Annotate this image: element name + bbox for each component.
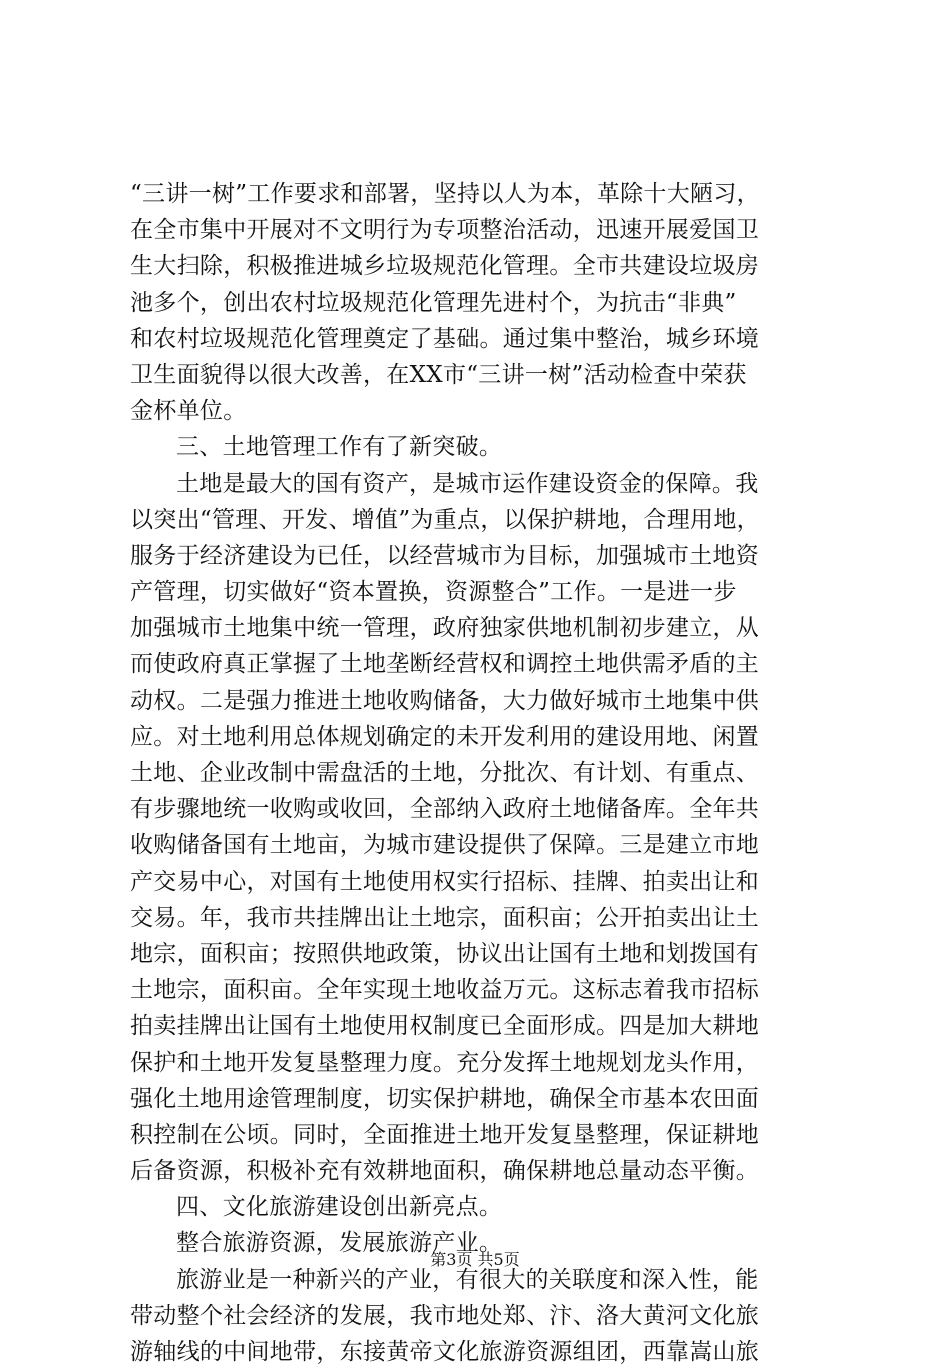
text-line: 产交易中心，对国有土地使用权实行招标、挂牌、拍卖出让和 bbox=[130, 868, 760, 895]
text-line: 交易。年，我市共挂牌出让土地宗，面积亩；公开拍卖出让土 bbox=[130, 904, 760, 931]
text-line: 动权。二是强力推进土地收购储备，大力做好城市土地集中供 bbox=[130, 687, 760, 714]
text-line: 卫生面貌得以很大改善，在XX市“三讲一树”活动检查中荣获 bbox=[130, 361, 747, 388]
text-line: 游轴线的中间地带，东接黄帝文化旅游资源组团，西靠嵩山旅 bbox=[130, 1339, 760, 1365]
text-line: 产管理，切实做好“资本置换，资源整合”工作。一是进一步 bbox=[130, 579, 737, 606]
text-line: “三讲一树”工作要求和部署，坚持以人为本，革除十大陋习， bbox=[130, 181, 760, 207]
text-line: 拍卖挂牌出让国有土地使用权制度已全面形成。四是加大耕地 bbox=[130, 1013, 760, 1040]
text-line: 池多个，创出农村垃圾规范化管理先进村个，为抗击“非典” bbox=[130, 289, 737, 316]
text-line: 服务于经济建设为已任，以经营城市为目标，加强城市土地资 bbox=[130, 542, 760, 569]
document-body bbox=[130, 176, 830, 1370]
text-line: 保护和土地开发复垦整理力度。充分发挥土地规划龙头作用， bbox=[130, 1049, 760, 1076]
subsection-heading: 整合旅游资源，发展旅游产业。 bbox=[176, 1230, 503, 1257]
text-line: 积控制在公顷。同时，全面推进土地开发复垦整理，保证耕地 bbox=[130, 1121, 760, 1148]
text-line: 强化土地用途管理制度，切实保护耕地，确保全市基本农田面 bbox=[130, 1085, 760, 1112]
text-line: 应。对土地利用总体规划确定的未开发利用的建设用地、闲置 bbox=[130, 723, 760, 750]
section-heading: 四、文化旅游建设创出新亮点。 bbox=[176, 1194, 503, 1221]
text-line: 有步骤地统一收购或收回，全部纳入政府土地储备库。全年共 bbox=[130, 796, 760, 823]
section-heading: 三、土地管理工作有了新突破。 bbox=[176, 434, 503, 461]
text-line: 后备资源，积极补充有效耕地面积，确保耕地总量动态平衡。 bbox=[130, 1158, 760, 1185]
text-line: 土地、企业改制中需盘活的土地，分批次、有计划、有重点、 bbox=[130, 760, 760, 786]
text-line: 地宗，面积亩；按照供地政策，协议出让国有土地和划拨国有 bbox=[130, 940, 760, 967]
page-number-footer: 第3页 共5页 bbox=[430, 1250, 520, 1269]
text-line: 收购储备国有土地亩，为城市建设提供了保障。三是建立市地 bbox=[130, 832, 760, 859]
text-line: 土地宗，面积亩。全年实现土地收益万元。这标志着我市招标 bbox=[130, 977, 760, 1004]
text-line: 土地是最大的国有资产，是城市运作建设资金的保障。我 bbox=[176, 470, 759, 497]
text-line: 在全市集中开展对不文明行为专项整治活动，迅速开展爱国卫 bbox=[130, 217, 760, 244]
text-line: 加强城市土地集中统一管理，政府独家供地机制初步建立，从 bbox=[130, 615, 760, 642]
text-line: 以突出“管理、开发、增值”为重点，以保护耕地，合理用地， bbox=[130, 506, 760, 533]
text-line: 而使政府真正掌握了土地垄断经营权和调控土地供需矛盾的主 bbox=[130, 651, 760, 678]
text-line: 旅游业是一种新兴的产业，有很大的关联度和深入性，能 bbox=[176, 1266, 759, 1293]
text-line: 生大扫除，积极推进城乡垃圾规范化管理。全市共建设垃圾房 bbox=[130, 253, 760, 280]
text-line: 带动整个社会经济的发展，我市地处郑、汴、洛大黄河文化旅 bbox=[130, 1302, 760, 1329]
text-line: 和农村垃圾规范化管理奠定了基础。通过集中整治，城乡环境 bbox=[130, 325, 760, 352]
text-line: 金杯单位。 bbox=[130, 398, 247, 425]
